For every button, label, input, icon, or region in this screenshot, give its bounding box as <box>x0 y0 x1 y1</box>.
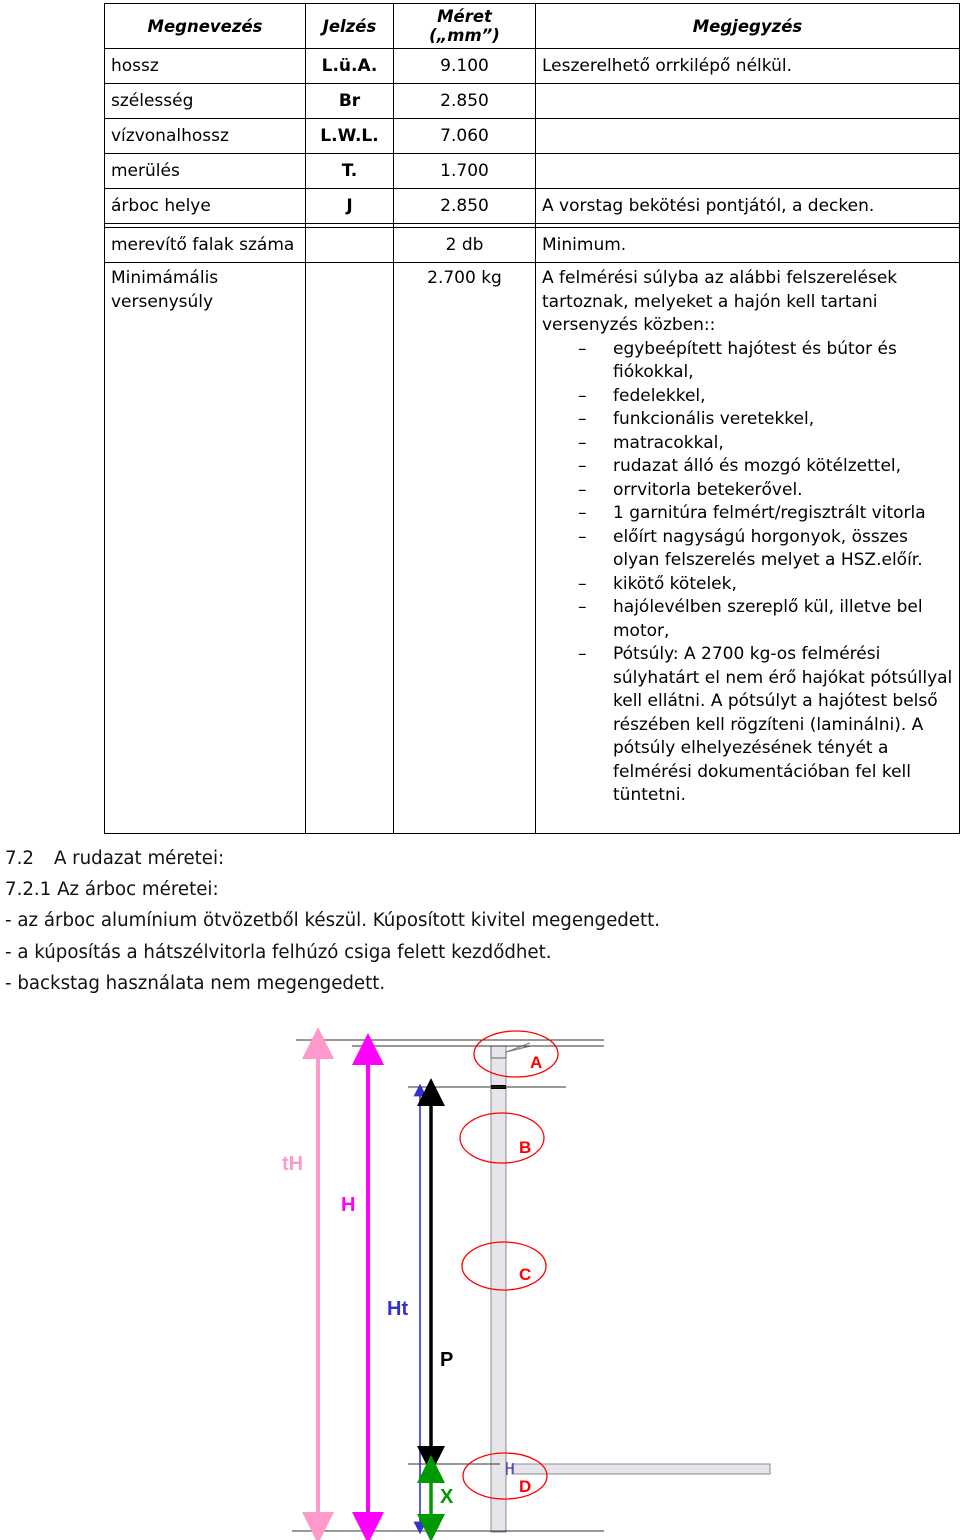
weight-item-line: felmérési dokumentációban fel kell <box>613 761 911 782</box>
row-name: szélesség <box>105 84 306 119</box>
weight-item-line: – rudazat álló és mozgó kötélzettel, <box>613 456 902 476</box>
row-symbol <box>306 228 394 263</box>
weight-item-line: – fedelekkel, <box>613 385 706 406</box>
section-title: A rudazat méretei: <box>53 848 225 869</box>
weight-item-line: részében kell rögzíteni (laminálni). A <box>613 714 924 735</box>
row-note: A vorstag bekötési pontjától, a decken. <box>536 189 960 224</box>
section-heading-7-2 <box>5 843 955 874</box>
weight-item <box>542 338 953 385</box>
note-line: A felmérési súlyba az alábbi felszerelések <box>542 268 898 288</box>
weight-name <box>105 263 306 834</box>
row-value: 2.850 <box>394 189 536 224</box>
weight-note-intro <box>542 267 953 338</box>
table-row <box>105 154 960 189</box>
row-symbol: L.W.L. <box>306 119 394 154</box>
row-symbol: T. <box>306 154 394 189</box>
label-ht: Ht <box>387 1298 409 1320</box>
table-row-weight <box>105 263 960 834</box>
row-value: 2.850 <box>394 84 536 119</box>
rule-line: - backstag használata nem megengedett. <box>5 972 386 994</box>
weight-item-line: – kikötő kötelek, <box>613 573 737 594</box>
weight-name-line: Minimámális <box>111 268 219 288</box>
measurement-circle-a <box>474 1031 558 1077</box>
section-title: Az árboc méretei: <box>57 879 219 901</box>
label-th: tH <box>282 1153 304 1175</box>
row-note: Minimum. <box>536 228 960 263</box>
weight-item-line: kell ellátni. A pótsúlyt a hajótest belső <box>613 691 938 711</box>
section-number: 7.2.1 <box>5 879 52 901</box>
row-note: Leszerelhető orrkilépő nélkül. <box>536 49 960 84</box>
weight-item-line: – egybeépített hajótest és bútor és <box>613 338 897 359</box>
label-b: B <box>519 1138 532 1157</box>
weight-item-line: – hajólevélben szereplő kül, illetve bel <box>613 597 923 617</box>
table-header-row <box>105 4 960 49</box>
weight-note <box>536 263 960 834</box>
weight-item-line: – Pótsúly: A 2700 kg-os felmérési <box>613 644 881 664</box>
row-name: merevítő falak száma <box>105 228 306 263</box>
rigging-section <box>5 843 955 999</box>
row-value: 7.060 <box>394 119 536 154</box>
row-name: merülés <box>105 154 306 189</box>
row-note <box>536 84 960 119</box>
weight-item-line: motor, <box>613 620 670 641</box>
weight-item-line: – funkcionális veretekkel, <box>613 409 815 429</box>
table-row <box>105 84 960 119</box>
table-row <box>105 228 960 263</box>
label-c: C <box>519 1265 532 1284</box>
boom <box>512 1464 770 1474</box>
weight-item <box>542 432 953 456</box>
spec-table <box>104 3 960 834</box>
table-row <box>105 119 960 154</box>
header-name: Megnevezés <box>105 4 306 49</box>
section-number: 7.2 <box>5 848 34 869</box>
weight-item <box>542 502 953 526</box>
row-note <box>536 119 960 154</box>
weight-item <box>542 479 953 503</box>
rule-line: - a kúposítás a hátszélvitorla felhúzó csiga felett kezdődhet. <box>5 941 552 963</box>
row-note <box>536 154 960 189</box>
table-row <box>105 49 960 84</box>
section-heading-7-2-1 <box>5 874 955 905</box>
weight-name-line: versenysúly <box>111 291 214 312</box>
row-symbol: L.ü.A. <box>306 49 394 84</box>
note-line: versenyzés közben:: <box>542 315 716 335</box>
row-symbol: Br <box>306 84 394 119</box>
note-line: tartoznak, melyeket a hajón kell tartani <box>542 291 878 312</box>
mast-dimension-diagram <box>0 1010 960 1540</box>
weight-item-line: olyan felszerelés melyet a HSZ.előír. <box>613 550 923 570</box>
weight-item <box>542 596 953 643</box>
weight-item-line: – előírt nagyságú horgonyok, összes <box>613 526 908 547</box>
row-name: árboc helye <box>105 189 306 224</box>
weight-item <box>542 455 953 479</box>
weight-item-line: tüntetni. <box>613 785 686 805</box>
weight-items-list <box>542 338 953 808</box>
weight-symbol <box>306 263 394 834</box>
label-h: H <box>341 1194 356 1216</box>
row-name: hossz <box>105 49 306 84</box>
row-value: 9.100 <box>394 49 536 84</box>
weight-item-line: fiókokkal, <box>613 362 694 382</box>
label-a: A <box>530 1053 543 1072</box>
weight-item <box>542 643 953 808</box>
weight-item <box>542 385 953 409</box>
weight-item-line: súlyhatárt el nem érő hajókat pótsúllyal <box>613 667 953 688</box>
header-symbol: Jelzés <box>306 4 394 49</box>
weight-item <box>542 526 953 573</box>
weight-value: 2.700 kg <box>394 263 536 834</box>
rule-line: - az árboc alumínium ötvözetből készül. Kúposított kivitel megengedett. <box>5 910 661 932</box>
label-p: P <box>440 1349 454 1371</box>
row-value: 2 db <box>394 228 536 263</box>
row-name: vízvonalhossz <box>105 119 306 154</box>
weight-item <box>542 408 953 432</box>
weight-item-line: – matracokkal, <box>613 432 724 453</box>
label-x: X <box>440 1486 454 1508</box>
header-note: Megjegyzés <box>536 4 960 49</box>
weight-item <box>542 573 953 597</box>
weight-item-line: – 1 garnitúra felmért/regisztrált vitorla <box>613 503 926 523</box>
header-size: Méret („mm”) <box>394 4 536 49</box>
weight-item-line: pótsúly elhelyezésének tényét a <box>613 738 889 758</box>
label-d: D <box>519 1477 532 1496</box>
table-row <box>105 189 960 224</box>
weight-item-line: – orrvitorla betekerővel. <box>613 479 803 500</box>
row-symbol: J <box>306 189 394 224</box>
row-value: 1.700 <box>394 154 536 189</box>
